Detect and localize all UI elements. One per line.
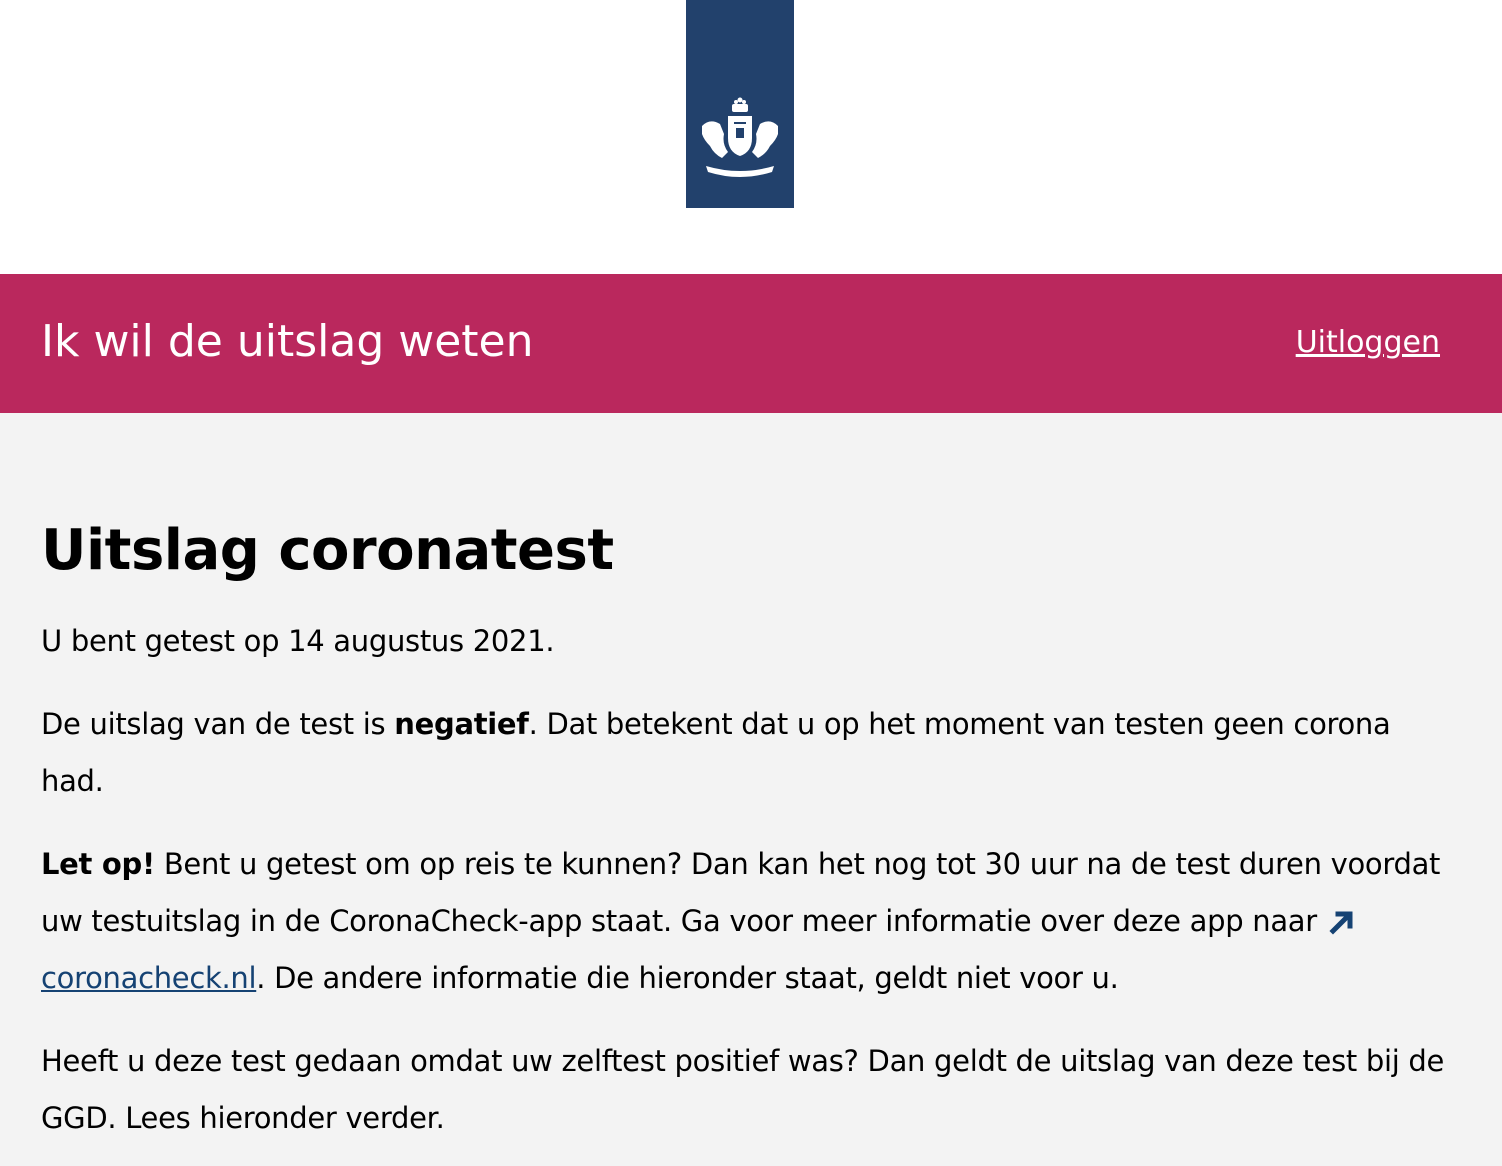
result-paragraph: [41, 696, 1461, 810]
page-title: Uitslag coronatest: [41, 518, 614, 583]
page-header: [0, 274, 1502, 413]
result-prefix: De uitslag van de test is: [41, 707, 395, 741]
notice-label: Let op!: [41, 847, 155, 881]
header-title: Ik wil de uitslag weten: [41, 316, 534, 367]
coat-of-arms-icon: [692, 96, 788, 186]
travel-notice-paragraph: [41, 836, 1461, 1007]
test-date-text: U bent getest op 14 augustus 2021.: [41, 624, 555, 658]
notice-text-after-link: . De andere informatie die hieronder staat, geldt niet voor u.: [256, 961, 1119, 995]
logo-bar: [0, 0, 1502, 274]
coronacheck-link[interactable]: coronacheck.nl: [41, 961, 257, 995]
notice-text: Bent u getest om op reis te kunnen? Dan kan het nog tot 30 uur na de test duren voordat uw testuitslag in de CoronaCheck-app staat. Ga voor meer informatie over deze app naar: [41, 847, 1441, 938]
result-suffix: . Dat betekent dat u op het moment van testen geen corona had.: [41, 707, 1391, 798]
result-word: negatief: [394, 707, 529, 741]
external-link-arrow-icon: [1329, 907, 1357, 935]
rijksoverheid-logo[interactable]: [686, 0, 794, 208]
main-content: [0, 511, 1502, 1147]
logout-link[interactable]: Uitloggen: [1295, 325, 1440, 360]
selftest-paragraph: Heeft u deze test gedaan omdat uw zelftest positief was? Dan geldt de uitslag van deze test bij de GGD. Lees hieronder verder.: [41, 1044, 1445, 1135]
